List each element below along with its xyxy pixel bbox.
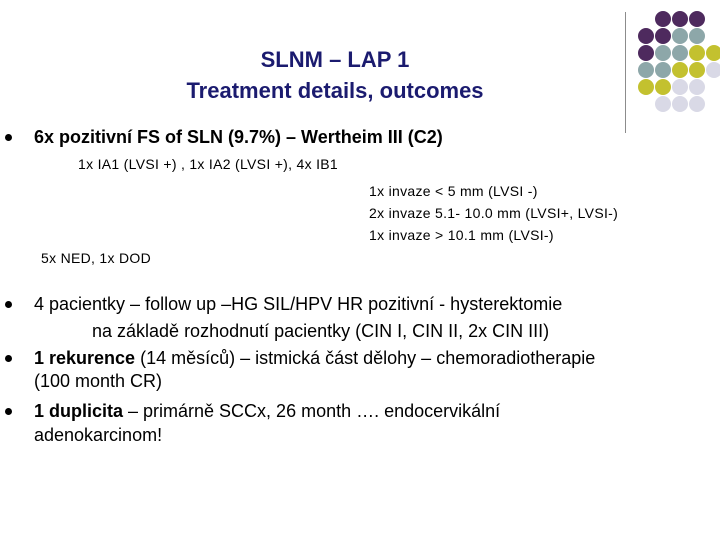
decorative-dot	[672, 79, 688, 95]
decorative-dot	[655, 79, 671, 95]
decorative-dot	[638, 62, 654, 78]
sub-detail-invasion-3: 1x invaze > 10.1 mm (LVSI-)	[369, 227, 554, 243]
bullet-marker	[5, 355, 12, 362]
title-line-2: Treatment details, outcomes	[186, 78, 484, 103]
decorative-dot	[638, 45, 654, 61]
decorative-dot	[638, 28, 654, 44]
decorative-dot	[672, 45, 688, 61]
sub-detail-stages: 1x IA1 (LVSI +) , 1x IA2 (LVSI +), 4x IB1	[78, 156, 338, 172]
decorative-divider	[625, 12, 626, 133]
decorative-dot	[655, 45, 671, 61]
decorative-dot	[689, 79, 705, 95]
decorative-dot	[689, 11, 705, 27]
bullet-4-line-2: adenokarcinom!	[34, 425, 163, 445]
decorative-dot	[672, 28, 688, 44]
decorative-dot	[706, 45, 720, 61]
decorative-dot	[689, 45, 705, 61]
decorative-dot	[689, 96, 705, 112]
decorative-dot	[689, 28, 705, 44]
decorative-dot	[655, 96, 671, 112]
slide-title	[100, 44, 570, 106]
bullet-4-line-1	[34, 399, 500, 424]
decorative-dot	[655, 62, 671, 78]
bullet-marker	[5, 301, 12, 308]
decorative-dot	[655, 11, 671, 27]
decorative-dot	[672, 96, 688, 112]
bullet-3-line-1	[34, 346, 595, 371]
decorative-dot	[706, 62, 720, 78]
recurrence-label: 1 rekurence	[34, 348, 136, 368]
recurrence-detail: (14 měsíců) – istmická část dělohy – chemoradiotherapie	[135, 348, 596, 368]
decorative-dot	[672, 62, 688, 78]
bullet-marker	[5, 134, 12, 141]
decorative-dot	[655, 28, 671, 44]
sub-detail-invasion-2: 2x invaze 5.1- 10.0 mm (LVSI+, LVSI-)	[369, 205, 619, 221]
bullet-marker	[5, 408, 12, 415]
bullet-2-line-2: na základě rozhodnutí pacientky (CIN I, CIN II, 2x CIN III)	[92, 321, 550, 341]
decorative-dot	[672, 11, 688, 27]
bullet-2-line-1: 4 pacientky – follow up –HG SIL/HPV HR pozitivní - hysterektomie	[34, 294, 563, 314]
duplicity-detail: – primárně SCCx, 26 month …. endocervikální	[123, 401, 501, 421]
decorative-dot	[689, 62, 705, 78]
decorative-dot	[638, 79, 654, 95]
title-line-1: SLNM – LAP 1	[260, 47, 410, 72]
sub-detail-invasion-1: 1x invaze < 5 mm (LVSI -)	[369, 183, 538, 199]
bullet-3-line-2: (100 month CR)	[34, 371, 163, 391]
bullet-1-text: 6x pozitivní FS of SLN (9.7%) – Wertheim III (C2)	[34, 127, 443, 147]
sub-detail-outcome: 5x NED, 1x DOD	[41, 250, 151, 266]
duplicity-label: 1 duplicita	[34, 401, 124, 421]
